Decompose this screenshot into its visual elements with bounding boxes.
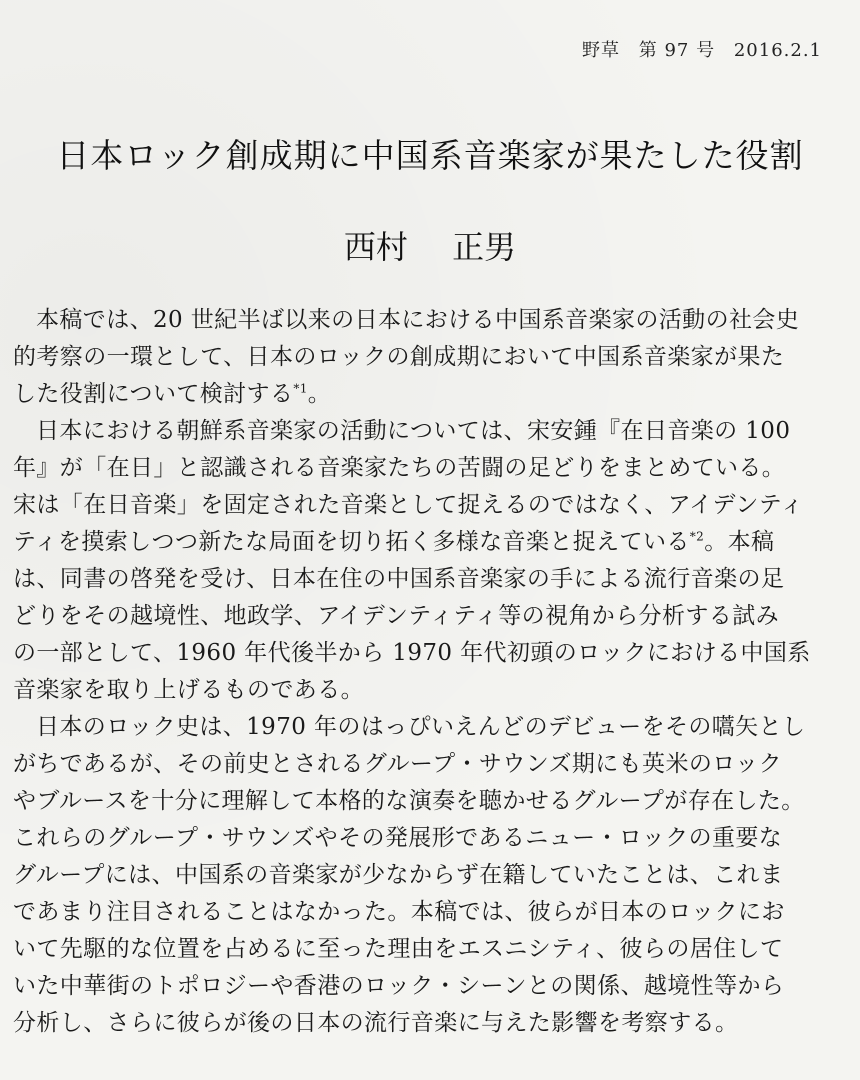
body-line-text: どりをその越境性、地政学、アイデンティティ等の視角から分析する試み [13,603,779,629]
body-line-text: の一部として、1960 年代後半から 1970 年代初頭のロックにおける中国系 [13,640,811,666]
body-line [13,302,843,339]
body-line-text: は、同書の啓発を受け、日本在住の中国系音楽家の手による流行音楽の足 [13,566,785,592]
body-line [13,339,843,376]
body-line [13,450,843,487]
body-line-text: ティを摸索しつつ新たな局面を切り拓く多様な音楽と捉えている [13,529,690,555]
body-line [13,413,843,450]
body-line-text: 宋は「在日音楽」を固定された音楽として捉えるのではなく、アイデンティ [13,492,804,518]
body-line [13,1005,843,1042]
body-line-text: これらのグループ・サウンズやその発展形であるニュー・ロックの重要な [13,825,783,851]
body-line-text-after: 。本稿 [704,529,775,555]
body-line-text: 年』が「在日」と認識される音楽家たちの苦闘の足どりをまとめている。 [13,455,786,481]
article-body [13,302,843,1042]
body-line-text: グループには、中国系の音楽家が少なからず在籍していたことは、これま [13,862,784,888]
body-line-text: であまり注目されることはなかった。本稿では、彼らが日本のロックにお [13,899,785,925]
body-line [13,931,843,968]
body-line [13,376,843,413]
body-line-text: 分析し、さらに彼らが後の日本の流行音楽に与えた影響を考察する。 [13,1010,739,1036]
body-line [13,894,843,931]
author-family-name: 西村 [343,228,408,266]
journal-name: 野草 [582,40,621,61]
page-header [582,36,822,62]
body-line-text: いた中華街のトポロジーや香港のロック・シーンとの関係、越境性等から [13,973,785,999]
footnote-marker[interactable]: *2 [689,529,705,544]
body-line [13,524,843,561]
body-line-text: 的考察の一環として、日本のロックの創成期において中国系音楽家が果た [13,344,785,370]
body-line [13,857,843,894]
article-title: 日本ロック創成期に中国系音楽家が果たした役割 [56,136,804,175]
body-line [13,746,843,783]
body-line-text: やブルースを十分に理解して本格的な演奏を聴かせるグループが存在した。 [13,788,805,814]
body-line-text: 日本のロック史は、1970 年のはっぴいえんどのデビューをその嚆矢とし [36,714,806,740]
author-given-name: 正男 [452,228,517,266]
body-line [13,598,843,635]
footnote-marker[interactable]: *1 [293,381,308,396]
body-line-text-after: 。 [307,381,332,407]
body-line [13,968,843,1005]
body-line [13,672,843,709]
issue-number: 第 97 号 [638,40,716,61]
body-line-text: 音楽家を取り上げるものである。 [13,677,364,703]
body-line [13,487,843,524]
body-line [13,635,843,672]
issue-date: 2016.2.1 [733,40,822,61]
body-line-text: した役割について検討する [13,381,294,407]
body-line-text: 本稿では、20 世紀半ば以来の日本における中国系音楽家の活動の社会史 [36,307,800,333]
body-line [13,561,843,598]
body-line-text: いて先駆的な位置を占めるに至った理由をエスニシティ、彼らの居住して [13,936,784,962]
body-line-text: 日本における朝鮮系音楽家の活動については、宋安鍾『在日音楽の 100 [36,418,791,444]
body-line [13,820,843,857]
body-line-text: がちであるが、その前史とされるグループ・サウンズ期にも英米のロック [13,751,782,777]
body-line [13,709,843,746]
body-line [13,783,843,820]
author-name [0,222,860,268]
